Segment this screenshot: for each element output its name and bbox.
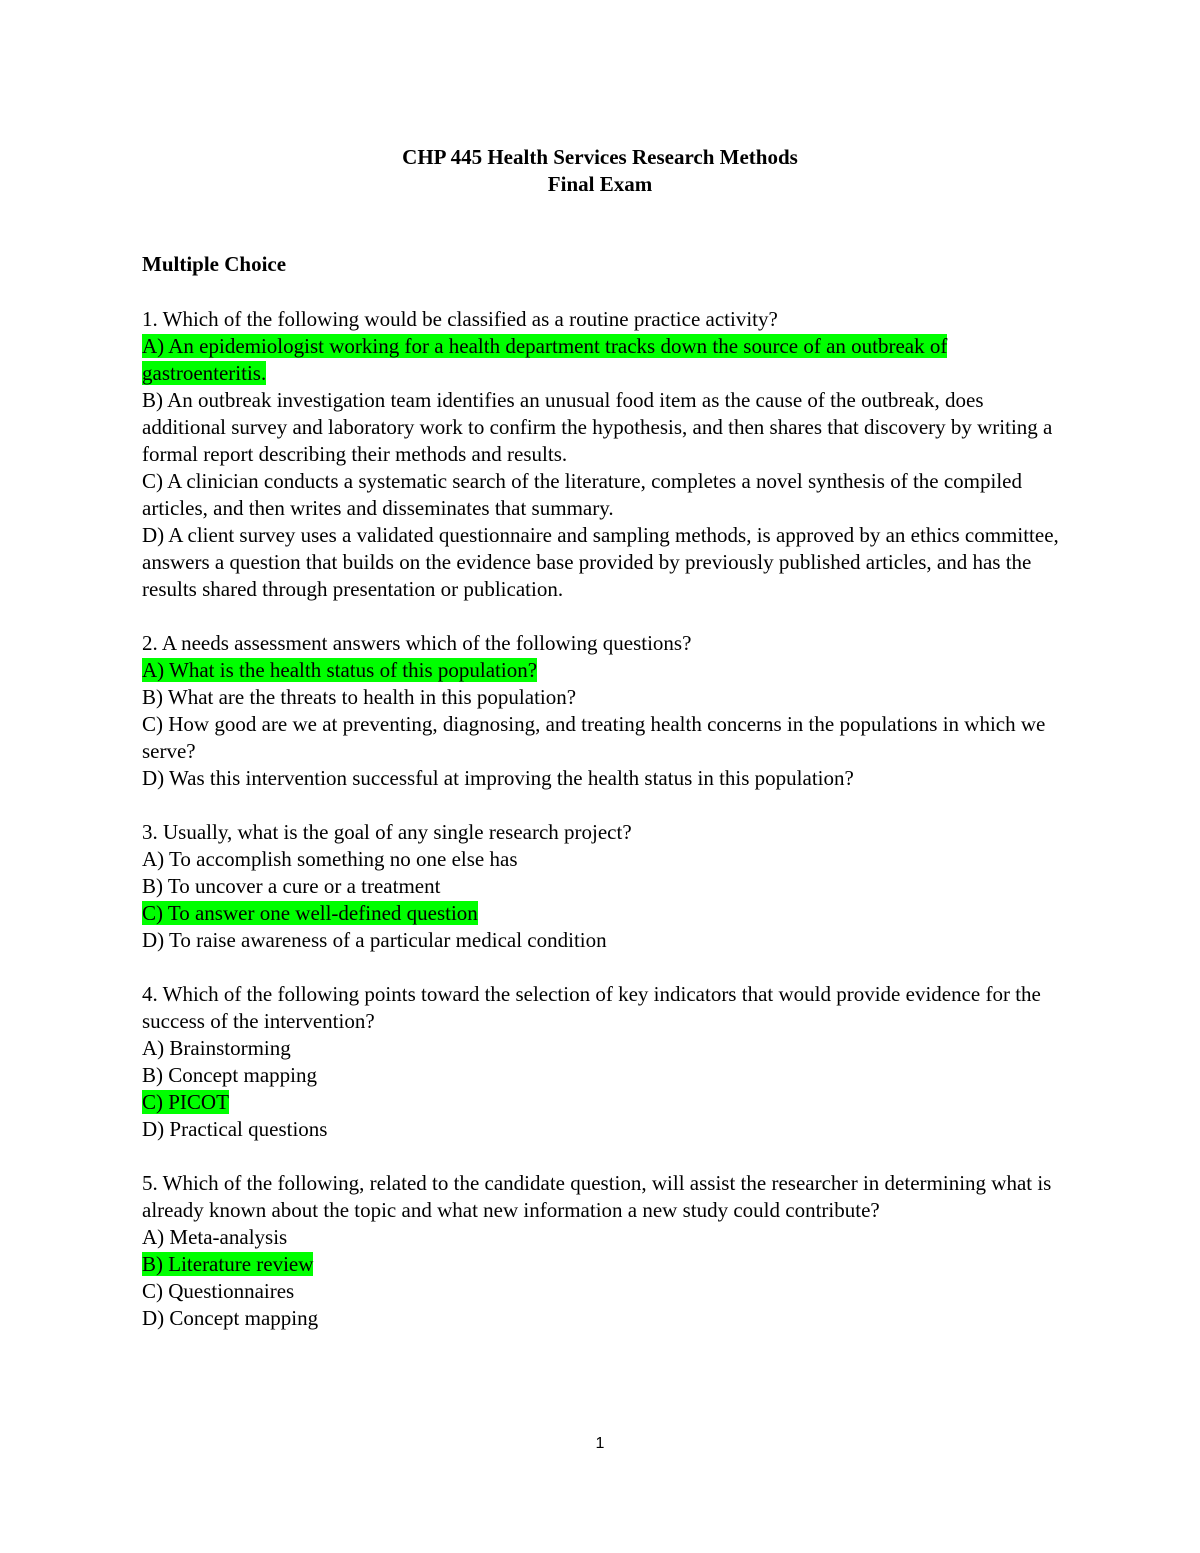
answer-option-b	[142, 1251, 1062, 1278]
answer-option-c	[142, 1089, 1062, 1116]
question-list	[142, 306, 1062, 1359]
question-4	[142, 981, 1062, 1143]
highlighted-answer: B) Literature review	[142, 1252, 314, 1276]
question-stem: 5. Which of the following, related to the candidate question, will assist the researcher in determining what is already known about the topic and what new information a new study could contribute?	[142, 1171, 1052, 1222]
answer-option-d: D) Was this intervention successful at improving the health status in this population?	[142, 766, 854, 790]
question-3	[142, 819, 1062, 954]
answer-option-b: B) What are the threats to health in this population?	[142, 685, 577, 709]
answer-option-a	[142, 333, 1062, 387]
answer-option-b: B) Concept mapping	[142, 1063, 317, 1087]
answer-option-c: C) Questionnaires	[142, 1279, 295, 1303]
question-2	[142, 630, 1062, 792]
question-stem: 1. Which of the following would be classified as a routine practice activity?	[142, 307, 778, 331]
answer-option-c	[142, 900, 1062, 927]
highlighted-answer: A) An epidemiologist working for a health department tracks down the source of an outbreak of gastroenteritis.	[142, 334, 948, 385]
course-title: CHP 445 Health Services Research Methods	[402, 145, 798, 169]
answer-option-c: C) A clinician conducts a systematic search of the literature, completes a novel synthesis of the compiled articles, and then writes and disseminates that summary.	[142, 469, 1022, 520]
question-stem: 2. A needs assessment answers which of the following questions?	[142, 631, 692, 655]
section-heading: Multiple Choice	[142, 252, 287, 276]
question-1	[142, 306, 1062, 603]
highlighted-answer: A) What is the health status of this population?	[142, 658, 538, 682]
answer-option-d: D) To raise awareness of a particular medical condition	[142, 928, 607, 952]
answer-option-d: D) Practical questions	[142, 1117, 328, 1141]
answer-option-d: D) Concept mapping	[142, 1306, 319, 1330]
answer-option-a: A) Meta-analysis	[142, 1225, 288, 1249]
page-number: 1	[595, 1435, 605, 1452]
question-5	[142, 1170, 1062, 1332]
answer-option-b: B) To uncover a cure or a treatment	[142, 874, 441, 898]
answer-option-a: A) To accomplish something no one else has	[142, 847, 518, 871]
exam-title: Final Exam	[547, 172, 653, 196]
answer-option-b: B) An outbreak investigation team identifies an unusual food item as the cause of the outbreak, does additional survey and laboratory work to confirm the hypothesis, and then shares that discovery by writing a formal report describing their methods and results.	[142, 388, 1053, 466]
question-stem: 3. Usually, what is the goal of any single research project?	[142, 820, 632, 844]
answer-option-d: D) A client survey uses a validated questionnaire and sampling methods, is approved by an ethics committee, answers a question that builds on the evidence base provided by previously published articles, and has the results shared through presentation or publication.	[142, 523, 1059, 601]
answer-option-c: C) How good are we at preventing, diagnosing, and treating health concerns in the populations in which we serve?	[142, 712, 1046, 763]
question-stem: 4. Which of the following points toward the selection of key indicators that would provide evidence for the success of the intervention?	[142, 982, 1041, 1033]
answer-option-a	[142, 657, 1062, 684]
highlighted-answer: C) To answer one well-defined question	[142, 901, 478, 925]
highlighted-answer: C) PICOT	[142, 1090, 229, 1114]
answer-option-a: A) Brainstorming	[142, 1036, 291, 1060]
